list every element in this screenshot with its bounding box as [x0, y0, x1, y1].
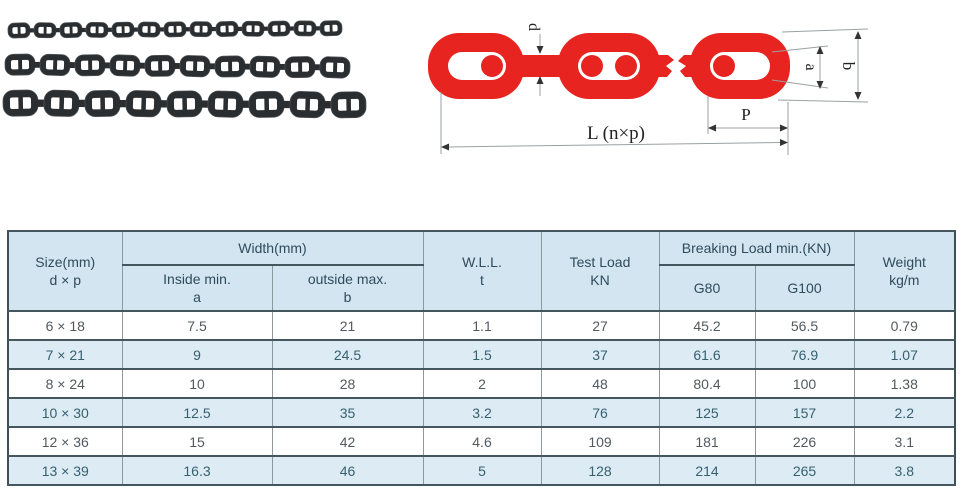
table-cell: 2.2 [854, 398, 955, 427]
col-header-inside [122, 265, 272, 311]
chain-photo [0, 0, 400, 130]
col-header-g100: G100 [755, 265, 854, 311]
table-cell: 80.4 [659, 369, 755, 398]
table-row [8, 369, 955, 398]
table-row [8, 456, 955, 485]
table-cell: 6 × 18 [8, 311, 122, 340]
table-cell: 157 [755, 398, 854, 427]
dim-label-a: a [802, 63, 819, 71]
table-cell: 0.79 [854, 311, 955, 340]
table-cell: 45.2 [659, 311, 755, 340]
table-cell: 4.6 [423, 427, 541, 456]
col-header-wll [423, 231, 541, 311]
table-cell: 3.1 [854, 427, 955, 456]
dim-label-d: d [525, 23, 542, 31]
dim-label-b: b [839, 61, 858, 71]
table-cell: 3.8 [854, 456, 955, 485]
table-cell: 35 [272, 398, 423, 427]
chain-diagram [420, 0, 890, 170]
table-cell: 76 [541, 398, 659, 427]
table-cell: 56.5 [755, 311, 854, 340]
table-cell: 16.3 [122, 456, 272, 485]
wll-header-line1: W.L.L. [462, 253, 502, 270]
col-header-breaking-load: Breaking Load min.(KN) [659, 231, 854, 265]
table-cell: 21 [272, 311, 423, 340]
table-cell: 37 [541, 340, 659, 369]
weight-header-line2: kg/m [889, 272, 920, 288]
inside-header-line1: Inside min. [163, 270, 231, 287]
table-cell: 1.5 [423, 340, 541, 369]
table-cell: 181 [659, 427, 755, 456]
table-cell: 214 [659, 456, 755, 485]
table-cell: 48 [541, 369, 659, 398]
col-header-outside [272, 265, 423, 311]
col-header-g80: G80 [659, 265, 755, 311]
col-header-test-load [541, 231, 659, 311]
table-cell: 100 [755, 369, 854, 398]
table-row [8, 340, 955, 369]
table-cell: 7.5 [122, 311, 272, 340]
table-row [8, 311, 955, 340]
table-cell: 12 × 36 [8, 427, 122, 456]
test-header-line2: KN [590, 272, 610, 288]
spec-table-body [8, 311, 955, 485]
size-header-line2: d × p [49, 272, 82, 288]
col-header-width: Width(mm) [122, 231, 423, 265]
dim-label-l: L (n×p) [586, 123, 646, 144]
spec-table [7, 230, 956, 486]
header-row-1 [8, 231, 955, 265]
table-cell: 1.1 [423, 311, 541, 340]
table-cell: 42 [272, 427, 423, 456]
table-cell: 24.5 [272, 340, 423, 369]
table-cell: 1.38 [854, 369, 955, 398]
table-cell: 9 [122, 340, 272, 369]
table-cell: 226 [755, 427, 854, 456]
size-header-line1: Size(mm) [35, 253, 96, 270]
table-cell: 10 [122, 369, 272, 398]
col-header-size [8, 231, 122, 311]
table-cell: 28 [272, 369, 423, 398]
wll-header-line2: t [480, 272, 484, 288]
table-cell: 3.2 [423, 398, 541, 427]
table-cell: 7 × 21 [8, 340, 122, 369]
table-cell: 61.6 [659, 340, 755, 369]
table-cell: 15 [122, 427, 272, 456]
chain-links [428, 33, 790, 99]
outside-header-line1: outside max. [307, 270, 388, 287]
test-header-line1: Test Load [569, 253, 631, 270]
table-cell: 10 × 30 [8, 398, 122, 427]
table-cell: 109 [541, 427, 659, 456]
table-cell: 1.07 [854, 340, 955, 369]
dim-label-p: P [741, 105, 751, 124]
table-cell: 27 [541, 311, 659, 340]
table-cell: 12.5 [122, 398, 272, 427]
table-cell: 13 × 39 [8, 456, 122, 485]
table-cell: 46 [272, 456, 423, 485]
table-row [8, 427, 955, 456]
outside-header-line2: b [343, 289, 352, 305]
inside-header-line2: a [193, 289, 201, 305]
weight-header-line1: Weight [882, 253, 926, 270]
table-cell: 8 × 24 [8, 369, 122, 398]
break-symbol [658, 55, 674, 77]
col-header-weight [854, 231, 955, 311]
table-cell: 5 [423, 456, 541, 485]
table-cell: 2 [423, 369, 541, 398]
table-cell: 128 [541, 456, 659, 485]
table-row [8, 398, 955, 427]
table-cell: 125 [659, 398, 755, 427]
table-cell: 76.9 [755, 340, 854, 369]
table-cell: 265 [755, 456, 854, 485]
